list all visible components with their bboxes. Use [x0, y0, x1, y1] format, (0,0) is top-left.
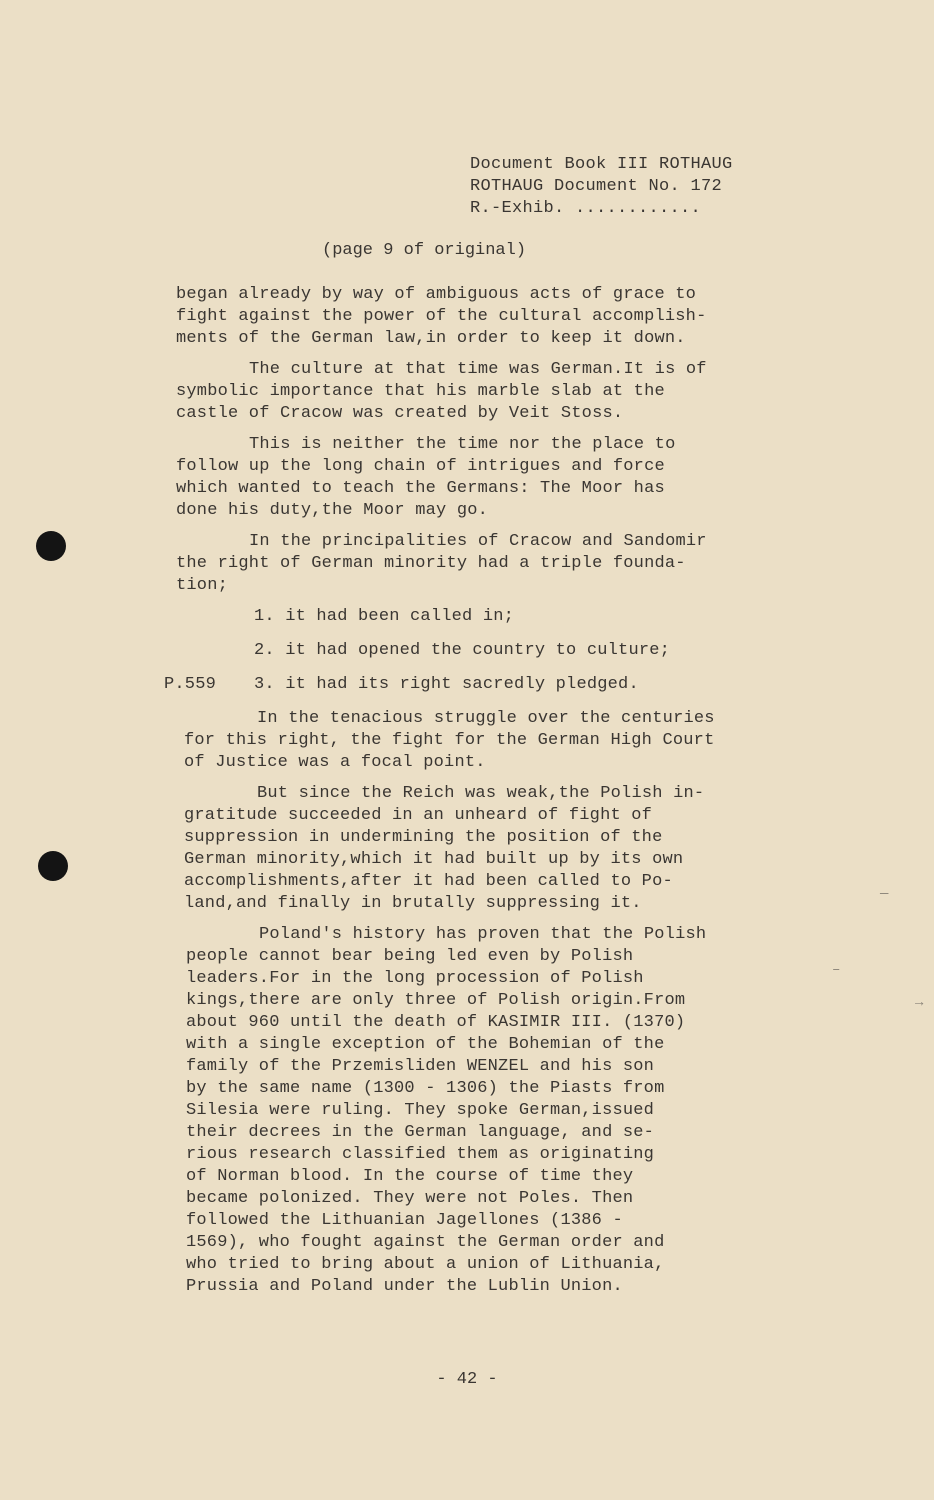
punch-hole-bottom — [38, 851, 68, 881]
text-line: people cannot bear being led even by Polish — [186, 947, 634, 966]
text-line: Poland's history has proven that the Polish — [259, 925, 707, 944]
page-reference: (page 9 of original) — [322, 241, 527, 260]
text-line: leaders.For in the long procession of Polish — [186, 969, 644, 988]
stray-mark: – — [832, 962, 841, 978]
punch-hole-top — [36, 531, 66, 561]
paragraph-3 — [176, 434, 776, 522]
paragraph-5 — [184, 708, 776, 774]
text-line: suppression in undermining the position of the — [184, 828, 663, 847]
list-item-2 — [176, 640, 776, 662]
paragraph-2 — [176, 359, 776, 425]
text-line: Silesia were ruling. They spoke German,issued — [186, 1101, 655, 1120]
text-line: the right of German minority had a triple founda- — [176, 554, 686, 573]
body-text — [164, 284, 776, 1307]
text-line: In the principalities of Cracow and Sandomir — [249, 532, 707, 551]
page-number: - 42 - — [436, 1370, 498, 1389]
text-line: kings,there are only three of Polish origin.From — [186, 991, 686, 1010]
list-item-text: 3. it had its right sacredly pledged. — [254, 675, 639, 694]
text-line: by the same name (1300 - 1306) the Piasts from — [186, 1079, 665, 1098]
text-line: of Norman blood. In the course of time they — [186, 1167, 634, 1186]
document-header — [470, 154, 733, 220]
paragraph-1 — [176, 284, 776, 350]
text-line: fight against the power of the cultural accomplish- — [176, 307, 707, 326]
header-line-1: Document Book III ROTHAUG — [470, 155, 733, 174]
text-line: who tried to bring about a union of Lithuania, — [186, 1255, 665, 1274]
text-line: for this right, the fight for the German High Court — [184, 731, 715, 750]
stray-mark: → — [915, 995, 924, 1011]
list-item-1 — [176, 606, 776, 628]
text-line: symbolic importance that his marble slab at the — [176, 382, 665, 401]
paragraph-6 — [184, 783, 776, 915]
text-line: German minority,which it had built up by its own — [184, 850, 684, 869]
text-line: their decrees in the German language, and se- — [186, 1123, 655, 1142]
list-item-text: 2. it had opened the country to culture; — [254, 641, 671, 660]
margin-page-note: P.559 — [164, 675, 217, 694]
text-line: began already by way of ambiguous acts of grace to — [176, 285, 697, 304]
header-line-2: ROTHAUG Document No. 172 — [470, 177, 723, 196]
text-line: follow up the long chain of intrigues and force — [176, 457, 665, 476]
text-line: rious research classified them as originating — [186, 1145, 655, 1164]
text-line: ments of the German law,in order to keep it down. — [176, 329, 686, 348]
text-line: Prussia and Poland under the Lublin Union. — [186, 1277, 623, 1296]
text-line: land,and finally in brutally suppressing it. — [184, 894, 642, 913]
text-line: became polonized. They were not Poles. Then — [186, 1189, 634, 1208]
text-line: done his duty,the Moor may go. — [176, 501, 489, 520]
text-line: family of the Przemisliden WENZEL and his son — [186, 1057, 655, 1076]
text-line: 1569), who fought against the German order and — [186, 1233, 665, 1252]
header-line-3: R.-Exhib. ............ — [470, 199, 702, 218]
list-item-3 — [164, 674, 776, 696]
text-line: which wanted to teach the Germans: The Moor has — [176, 479, 665, 498]
text-line: gratitude succeeded in an unheard of fight of — [184, 806, 653, 825]
list-item-text: 1. it had been called in; — [254, 607, 515, 626]
text-line: This is neither the time nor the place to — [249, 435, 676, 454]
text-line: In the tenacious struggle over the centuries — [257, 709, 715, 728]
text-line: of Justice was a focal point. — [184, 753, 486, 772]
text-line: The culture at that time was German.It is of — [249, 360, 707, 379]
text-line: followed the Lithuanian Jagellones (1386 - — [186, 1211, 623, 1230]
text-line: castle of Cracow was created by Veit Stoss. — [176, 404, 624, 423]
paragraph-7 — [186, 924, 776, 1298]
text-line: tion; — [176, 576, 229, 595]
text-line: about 960 until the death of KASIMIR III. (1370) — [186, 1013, 686, 1032]
stray-mark: — — [880, 886, 889, 902]
text-line: with a single exception of the Bohemian of the — [186, 1035, 665, 1054]
text-line: But since the Reich was weak,the Polish in- — [257, 784, 705, 803]
paragraph-4 — [176, 531, 776, 597]
text-line: accomplishments,after it had been called to Po- — [184, 872, 673, 891]
